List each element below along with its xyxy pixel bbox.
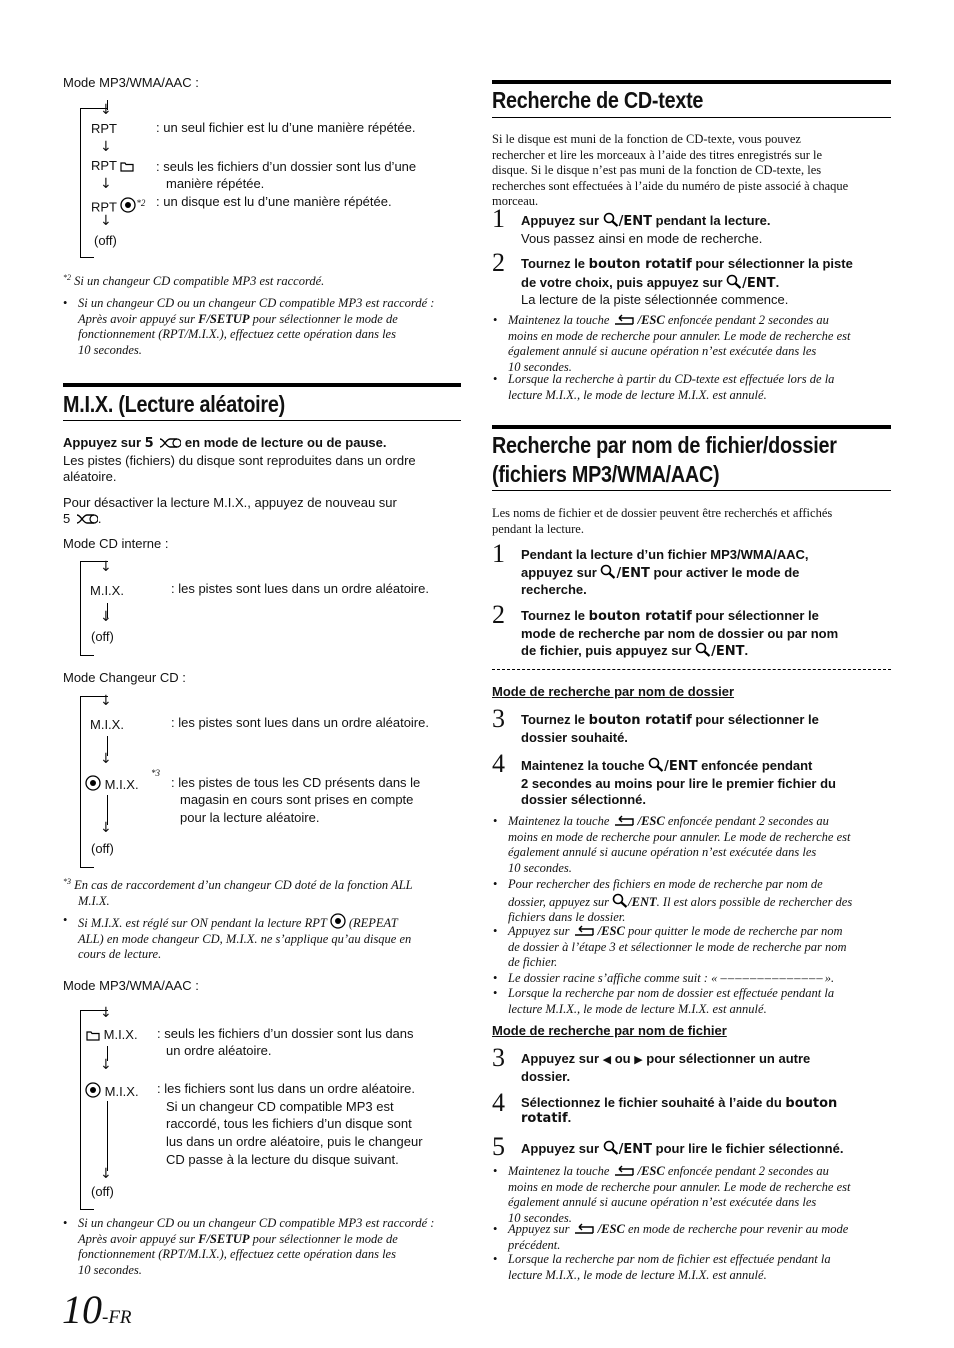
- return-icon: [573, 1223, 595, 1235]
- mp3-mode-label-2: Mode MP3/WMA/AAC :: [63, 978, 199, 993]
- disc-icon: [120, 197, 136, 213]
- file-bullet-esc: • Maintenez la touche /ESC enfoncée pendant 2 secondes au moins en mode de recherche pour annuler. Le mode de recherche est également annulé si aucune opération n’est exécutée dans les 10 secondes.: [493, 1164, 851, 1225]
- mix-icon: [157, 437, 181, 449]
- cd-step-2: Tournez le bouton rotatif pour sélectionner la piste de votre choix, puis appuyez sur /ENT. La lecture de la piste sélectionnée commence.: [521, 256, 853, 307]
- file-step-1: Pendant la lecture d’un fichier MP3/WMA/AAC, appuyez sur /ENT pour activer le mode de recherche.: [521, 547, 809, 597]
- dashed-separator: [492, 669, 891, 670]
- disc-icon: [85, 1082, 101, 1098]
- file-step-4: Sélectionnez le fichier souhaité à l’aide du bouton rotatif.: [521, 1095, 838, 1126]
- rpt-disc-desc: : un disque est lu d’une manière répétée.: [156, 194, 392, 209]
- folder-bullet-files: • Pour rechercher des fichiers en mode de recherche par nom de dossier, appuyez sur /ENT. Il est alors possible de rechercher des fichiers dans le dossier.: [493, 877, 853, 924]
- return-icon: [613, 1165, 635, 1177]
- rpt-desc: : un seul fichier est lu d’une manière répétée.: [156, 120, 416, 135]
- file-bullet-back: • Appuyez sur /ESC en mode de recherche pour revenir au mode précédent.: [493, 1222, 849, 1252]
- step-number: 4: [492, 1088, 505, 1117]
- changer-mode-label: Mode Changeur CD :: [63, 670, 186, 685]
- cd-internal-label: Mode CD interne :: [63, 536, 169, 551]
- left-arrow-icon: ◀: [602, 1053, 612, 1066]
- search-icon: [612, 893, 628, 908]
- mix-icon: [74, 513, 98, 525]
- rpt-label: RPT: [91, 121, 117, 136]
- step-number: 2: [492, 600, 505, 629]
- return-icon: [613, 815, 635, 827]
- return-icon: [573, 925, 595, 937]
- cd-bullet-esc: • Maintenez la touche /ESC enfoncée pendant 2 secondes au moins en mode de recherche pour annuler. Le mode de recherche est également annulé si aucune opération n’est exécutée dans les 10 secondes.: [493, 313, 851, 374]
- rpt-folder-desc: : seuls les fichiers d’un dossier sont lus d’une: [156, 159, 417, 174]
- folder-icon: [120, 161, 134, 172]
- folder-mode-heading: Mode de recherche par nom de dossier: [492, 684, 735, 699]
- right-arrow-icon: ▶: [634, 1053, 643, 1066]
- folder-bullet-quit: • Appuyez sur /ESC pour quitter le mode de recherche par nom de dossier à l’étape 3 et sélectionner le mode de recherche par nom de fichier.: [493, 924, 847, 969]
- return-icon: [613, 314, 635, 326]
- step-number: 4: [492, 749, 505, 778]
- file-step-2: Tournez le bouton rotatif pour sélectionner le mode de recherche par nom de dossier ou par nom de fichier, puis appuyez sur /ENT.: [521, 608, 839, 659]
- step-number: 1: [492, 539, 505, 568]
- cd-bullet-mix: • Lorsque la recherche à partir du CD-texte est effectuée lors de la lecture M.I.X., le mode de lecture M.I.X. est annulé.: [493, 372, 835, 402]
- folder-step-3: Tournez le bouton rotatif pour sélectionner le dossier souhaité.: [521, 712, 819, 745]
- folder-bullet-mix: • Lorsque la recherche par nom de dossier est effectuée pendant la lecture M.I.X., le mode de lecture M.I.X. est annulé.: [493, 986, 835, 1016]
- bullet-changer-rpt: • Si un changeur CD ou un changeur CD compatible MP3 est raccordé : Après avoir appuyé sur F/SETUP pour sélectionner le mode de fonctionnement (RPT/M.I.X.), effectuez cette opération dans les 10 secondes.: [63, 296, 435, 357]
- search-icon: [600, 564, 616, 579]
- rpt-folder-label: RPT: [91, 158, 134, 174]
- folder-step-4: Maintenez la touche /ENT enfoncée pendant 2 secondes au moins pour lire le premier fichier du dossier sélectionné.: [521, 758, 836, 807]
- mix-desc-1: Les pistes (fichiers) du disque sont reproduites dans un ordre: [63, 453, 416, 468]
- search-icon: [648, 757, 664, 772]
- bullet-changer-mix: • Si un changeur CD ou un changeur CD compatible MP3 est raccordé : Après avoir appuyé sur F/SETUP pour sélectionner le mode de fonctionnement (RPT/M.I.X.), effectuez cette opération dans les 10 secondes.: [63, 1216, 435, 1277]
- file-search-intro: Les noms de fichier et de dossier peuvent être recherchés et affichés pendant la lecture.: [492, 506, 833, 536]
- search-icon: [603, 212, 619, 227]
- search-icon: [726, 274, 742, 289]
- step-number: 5: [492, 1132, 505, 1161]
- search-icon: [695, 642, 711, 657]
- bullet-mix-rpt: • Si M.I.X. est réglé sur ON pendant la lecture RPT (REPEAT ALL) en mode changeur CD, M.I.X. ne s’applique qu’au disque en cours de lecture.: [63, 913, 412, 961]
- file-bullet-mix: • Lorsque la recherche par nom de fichier est effectuée pendant la lecture M.I.X., le mode de lecture M.I.X. est annulé.: [493, 1252, 831, 1282]
- page-number: 10-FR: [62, 1287, 132, 1332]
- rpt-disc-label: RPT $^{*2}$: [91, 198, 146, 215]
- mp3-mode-label: Mode MP3/WMA/AAC :: [63, 75, 199, 90]
- cdtext-intro: Si le disque est muni de la fonction de CD-texte, vous pouvez rechercher et lire les morceaux à l’aide des titres enregistrés sur le disque. Si le disque n’est pas muni de la fonction de CD-texte, les recherches sont effectuées à l’aide du numéro de piste associé à chaque morceau.: [492, 132, 849, 208]
- footnote-2: $^{*2}$ Si un changeur CD compatible MP3 est raccordé.: [63, 273, 325, 289]
- step-number: 2: [492, 248, 505, 277]
- folder-bullet-root: • Le dossier racine s’affiche comme suit : « – – – – – – – – – – – – – – ».: [493, 971, 835, 985]
- folder-icon: [86, 1030, 100, 1041]
- rpt-folder-desc2: manière répétée.: [166, 176, 265, 191]
- file-step-5: Appuyez sur /ENT pour lire le fichier sélectionné.: [521, 1141, 844, 1157]
- mix-desc-2: aléatoire.: [63, 469, 117, 484]
- mix-off-2: 5 .: [63, 511, 102, 526]
- file-step-3: Appuyez sur ◀ ou ▶ pour sélectionner un autre dossier.: [521, 1051, 811, 1084]
- cdtext-title: Recherche de CD-texte: [492, 87, 704, 113]
- folder-bullet-esc: • Maintenez la touche /ESC enfoncée pendant 2 secondes au moins en mode de recherche pour annuler. Le mode de recherche est également annulé si aucune opération n’est exécutée dans les 10 secondes.: [493, 814, 851, 875]
- rpt-off: (off): [94, 233, 117, 248]
- step-number: 1: [492, 204, 505, 233]
- file-mode-heading: Mode de recherche par nom de fichier: [492, 1023, 727, 1038]
- mix-instruction: Appuyez sur 5 en mode de lecture ou de pause.: [63, 435, 387, 451]
- step-number: 3: [492, 1043, 505, 1072]
- disc-icon: [85, 775, 101, 791]
- disc-icon: [330, 913, 346, 929]
- cd-step-1: Appuyez sur /ENT pendant la lecture. Vous passez ainsi en mode de recherche.: [521, 213, 771, 246]
- search-icon: [603, 1140, 619, 1155]
- mix-off-1: Pour désactiver la lecture M.I.X., appuyez de nouveau sur: [63, 495, 397, 510]
- file-search-title: Recherche par nom de fichier/dossier (fichiers MP3/WMA/AAC): [492, 432, 837, 487]
- footnote-3: $^{*3}$ En cas de raccordement d’un changeur CD doté de la fonction ALL M.I.X.: [63, 877, 413, 908]
- step-number: 3: [492, 704, 505, 733]
- mix-title: M.I.X. (Lecture aléatoire): [63, 391, 285, 417]
